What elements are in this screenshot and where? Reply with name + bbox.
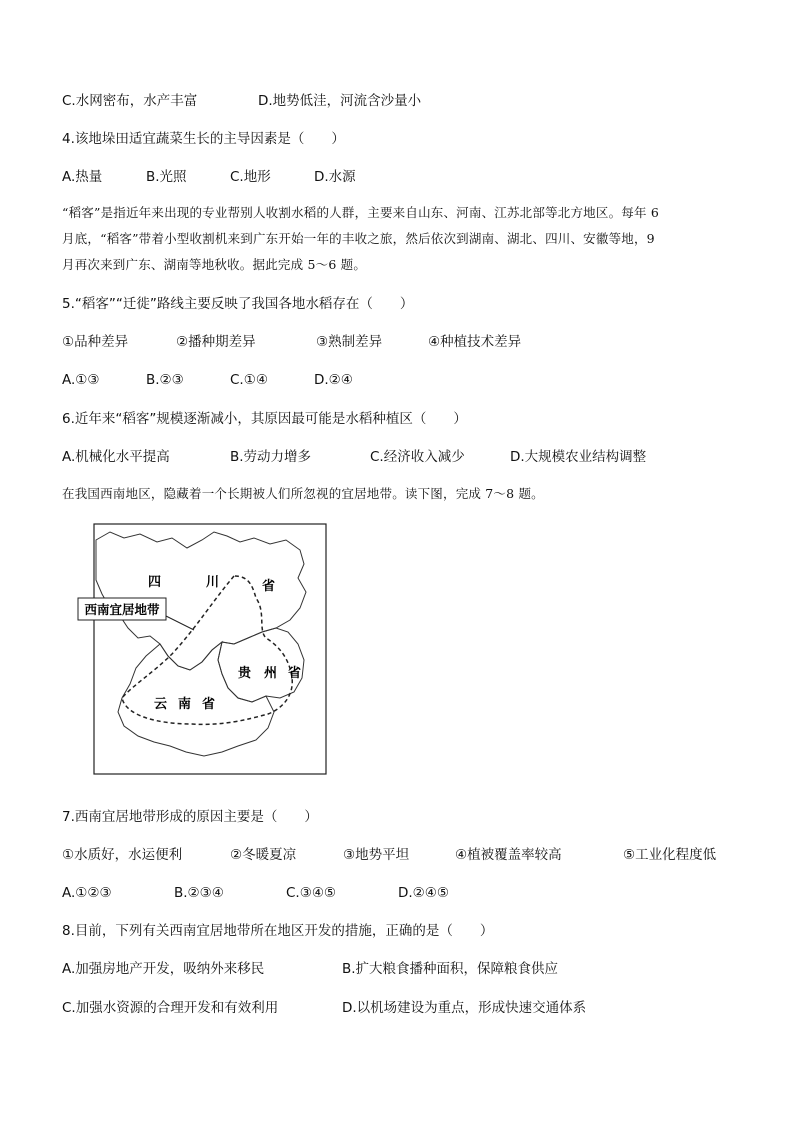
q4-option-b: B.光照 <box>146 169 187 185</box>
yunnan-char-3: 省 <box>202 697 216 712</box>
q6-stem: 6.近年来“稻客”规模逐渐减小，其原因最可能是水稻种植区（ ） <box>62 411 467 427</box>
map-frame <box>94 524 326 774</box>
q7-option-b: B.②③④ <box>174 885 224 901</box>
q5-option-d: D.②④ <box>314 372 353 388</box>
q3-option-d: D.地势低洼，河流含沙量小 <box>258 93 422 109</box>
q4-option-c: C.地形 <box>230 169 271 185</box>
q4-option-a: A.热量 <box>62 169 103 185</box>
q5-statement-1: ①品种差异 <box>62 334 129 350</box>
q4-option-d: D.水源 <box>314 169 356 185</box>
q5-statement-2: ②播种期差异 <box>176 334 256 350</box>
q6-option-a: A.机械化水平提高 <box>62 449 170 465</box>
q5-stem: 5.“稻客”“迁徙”路线主要反映了我国各地水稻存在（ ） <box>62 296 414 312</box>
q5-option-c: C.①④ <box>230 372 268 388</box>
q5-option-b: B.②③ <box>146 372 184 388</box>
sichuan-char-1: 四 <box>148 575 162 590</box>
passage2-text: 在我国西南地区，隐藏着一个长期被人们所忽视的宜居地带。读下图，完成 7～8 题。 <box>62 486 544 501</box>
yunnan-char-2: 南 <box>178 697 192 712</box>
sichuan-char-2: 川 <box>206 575 220 590</box>
q5-option-a: A.①③ <box>62 372 100 388</box>
q8-option-a: A.加强房地产开发，吸纳外来移民 <box>62 961 265 977</box>
passage-livable-belt <box>62 481 742 507</box>
q3-option-c: C.水网密布，水产丰富 <box>62 93 198 109</box>
guizhou-char-1: 贵 <box>238 666 252 681</box>
q4-stem: 4.该地垛田适宜蔬菜生长的主导因素是（ ） <box>62 131 345 147</box>
southwest-livable-belt-map <box>62 520 332 776</box>
q7-stem: 7.西南宜居地带形成的原因主要是（ ） <box>62 809 318 825</box>
q8-option-c: C.加强水资源的合理开发和有效利用 <box>62 1000 279 1016</box>
guizhou-char-2: 州 <box>264 666 278 681</box>
q6-option-d: D.大规模农业结构调整 <box>510 449 647 465</box>
passage1-line2: 月底，“稻客”带着小型收割机来到广东开始一年的丰收之旅，然后依次到湖南、湖北、四川、安徽等地，9 <box>62 231 655 246</box>
yunnan-char-1: 云 <box>154 697 168 712</box>
q5-statement-3: ③熟制差异 <box>316 334 383 350</box>
guizhou-char-3: 省 <box>288 666 302 681</box>
q6-option-c: C.经济收入减少 <box>370 449 465 465</box>
sichuan-char-3: 省 <box>262 579 276 594</box>
passage1-line3: 月再次来到广东、湖南等地秋收。据此完成 5～6 题。 <box>62 257 367 272</box>
q7-statement-5: ⑤工业化程度低 <box>623 847 717 863</box>
q8-option-b: B.扩大粮食播种面积，保障粮食供应 <box>342 961 559 977</box>
q7-statement-2: ②冬暖夏凉 <box>230 847 297 863</box>
q5-statement-4: ④种植技术差异 <box>428 334 522 350</box>
belt-label: 西南宜居地带 <box>84 602 160 617</box>
q7-option-c: C.③④⑤ <box>286 885 337 901</box>
passage1-line1: “稻客”是指近年来出现的专业帮别人收割水稻的人群，主要来自山东、河南、江苏北部等北方地区。每年 6 <box>62 205 660 220</box>
q7-statement-4: ④植被覆盖率较高 <box>455 847 562 863</box>
q7-option-a: A.①②③ <box>62 885 112 901</box>
q7-option-d: D.②④⑤ <box>398 885 449 901</box>
q7-statement-1: ①水质好，水运便利 <box>62 847 183 863</box>
passage-rice-harvesters <box>62 200 742 278</box>
q8-option-d: D.以机场建设为重点，形成快速交通体系 <box>342 1000 587 1016</box>
q7-statement-3: ③地势平坦 <box>343 847 410 863</box>
q8-stem: 8.目前，下列有关西南宜居地带所在地区开发的措施，正确的是（ ） <box>62 923 494 939</box>
q6-option-b: B.劳动力增多 <box>230 449 312 465</box>
